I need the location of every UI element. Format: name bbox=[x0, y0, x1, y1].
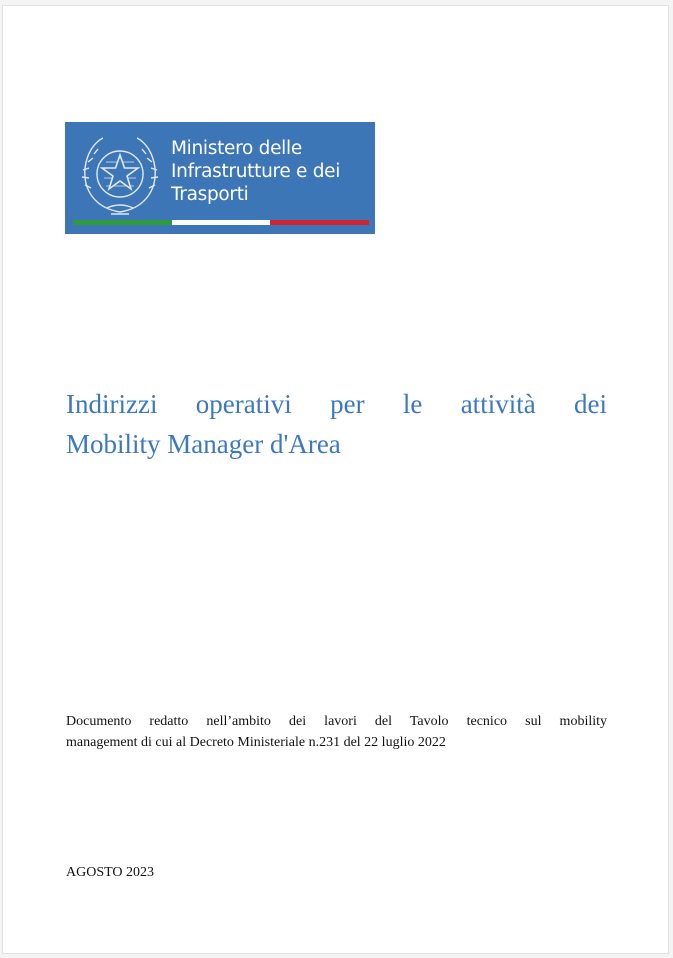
document-description bbox=[66, 711, 607, 753]
flag-green-band bbox=[73, 220, 172, 225]
flag-red-band bbox=[270, 220, 369, 225]
ministry-name-line-2: Infrastrutture e dei bbox=[171, 161, 341, 182]
document-title-line-2: Mobility Manager d'Area bbox=[66, 429, 341, 459]
document-page bbox=[2, 5, 669, 954]
ministry-name-line-1: Ministero delle bbox=[171, 138, 302, 159]
italian-republic-emblem-icon bbox=[77, 128, 163, 218]
ministry-name bbox=[171, 137, 340, 206]
document-title-line-1: Indirizzi operativi per le attività dei bbox=[66, 389, 607, 419]
ministry-logo bbox=[65, 122, 375, 234]
ministry-name-line-3: Trasporti bbox=[171, 184, 249, 205]
document-title bbox=[66, 384, 607, 464]
document-description-line-2: management di cui al Decreto Ministeriale n.231 del 22 luglio 2022 bbox=[66, 735, 446, 750]
flag-white-band bbox=[172, 220, 271, 225]
italian-flag-stripe bbox=[73, 220, 369, 225]
document-description-line-1: Documento redatto nell’ambito dei lavori del Tavolo tecnico sul mobility bbox=[66, 714, 607, 729]
document-date: AGOSTO 2023 bbox=[66, 865, 155, 880]
